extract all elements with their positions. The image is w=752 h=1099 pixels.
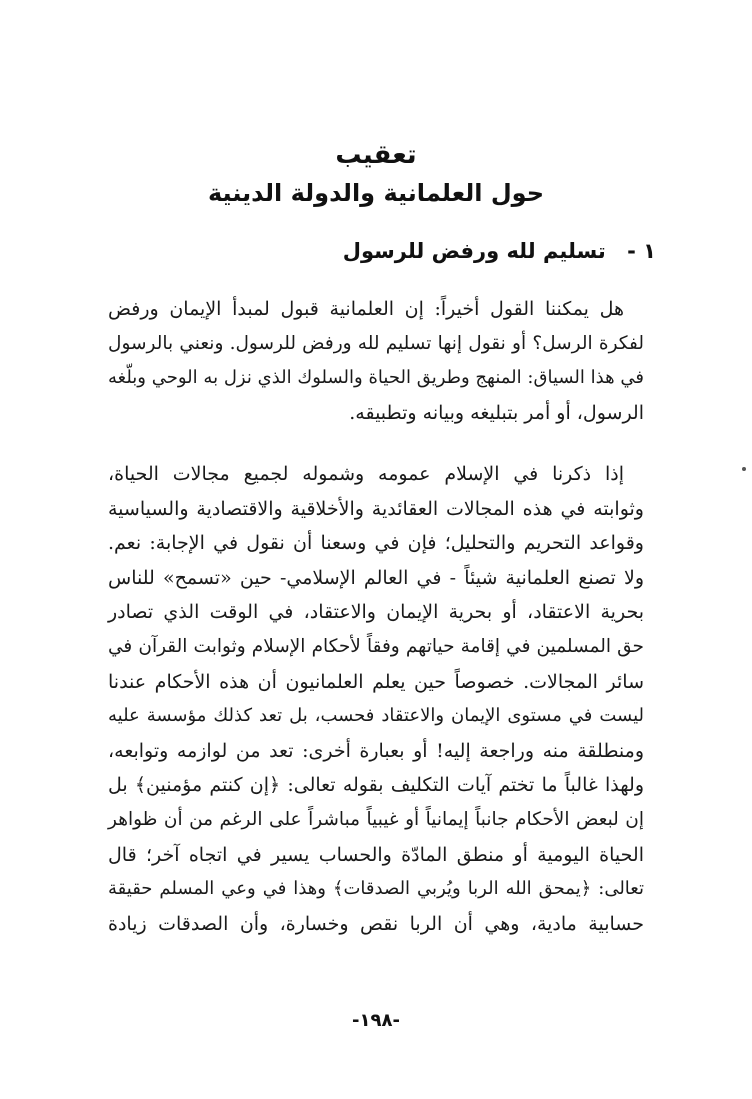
paragraph-line: لفكرة الرسل؟ أو نقول إنها تسليم لله ورفض للرسول. ونعني بالرسول — [108, 332, 644, 354]
section-number: ١ - — [627, 239, 656, 263]
paragraph-line: إن لبعض الأحكام جانباً إيمانياً أو غيبياً مباشراً على الرغم من أن ظواهر — [108, 808, 644, 830]
paragraph-line: تعالى: ﴿يمحق الله الربا ويُربي الصدقات﴾ وهذا في وعي المسلم حقيقة — [108, 878, 644, 900]
paragraph-1 — [108, 292, 644, 430]
paragraph-line: وقواعد التحريم والتحليل؛ فإن في وسعنا أن نقول في الإجابة: نعم. — [108, 532, 644, 555]
paragraph-line: وثوابته في هذه المجالات العقائدية والأخلاقية والاقتصادية والسياسية — [108, 497, 644, 520]
paragraph-2 — [108, 457, 644, 941]
page-subtitle: حول العلمانية والدولة الدينية — [207, 179, 545, 207]
page-title: تعقيب — [335, 140, 417, 170]
paragraph-line: الرسول، أو أمر بتبليغه وبيانه وتطبيقه. — [349, 401, 644, 424]
paragraph-line: هل يمكننا القول أخيراً: إن العلمانية قبول لمبدأ الإيمان ورفض — [108, 298, 624, 320]
paragraph-line: ومنطلقة منه وراجعة إليه! أو بعبارة أخرى: تعد من لوازمه وتوابعه، — [108, 739, 644, 762]
scan-speck — [742, 467, 746, 471]
paragraph-line: بحرية الاعتقاد، أو بحرية الإيمان والاعتقاد، في الوقت الذي تصادر — [108, 601, 644, 624]
paragraph-line: ولا تصنع العلمانية شيئاً - في العالم الإسلامي- حين «تسمح» للناس — [108, 566, 644, 589]
paragraph-line: إذا ذكرنا في الإسلام عمومه وشموله لجميع مجالات الحياة، — [108, 463, 624, 485]
paragraph-line: في هذا السياق: المنهج وطريق الحياة والسلوك الذي نزل به الوحي وبلّغه — [108, 367, 644, 389]
paragraph-line: سائر المجالات. خصوصاً حين يعلم العلمانيون أن هذه الأحكام عندنا — [108, 670, 644, 693]
paragraph-line: الحياة اليومية أو منطق المادّة والحساب يسير في اتجاه آخر؛ قال — [108, 843, 644, 866]
page-number: -١٩٨- — [352, 1010, 400, 1031]
paragraph-line: ليست في مستوى الإيمان والاعتقاد فحسب، بل تعد كذلك مؤسسة عليه — [108, 705, 644, 727]
paragraph-line: حق المسلمين في إقامة حياتهم وفقاً لأحكام الإسلام وثوابت القرآن في — [108, 635, 644, 657]
section-heading — [343, 236, 656, 266]
paragraph-line: ولهذا غالباً ما تختم آيات التكليف بقوله تعالى: ﴿إن كنتم مؤمنين﴾ بل — [108, 774, 644, 797]
paragraph-line: حسابية مادية، وهي أن الربا نقص وخسارة، وأن الصدقات زيادة — [108, 912, 644, 935]
section-heading-text: تسليم لله ورفض للرسول — [342, 239, 606, 263]
